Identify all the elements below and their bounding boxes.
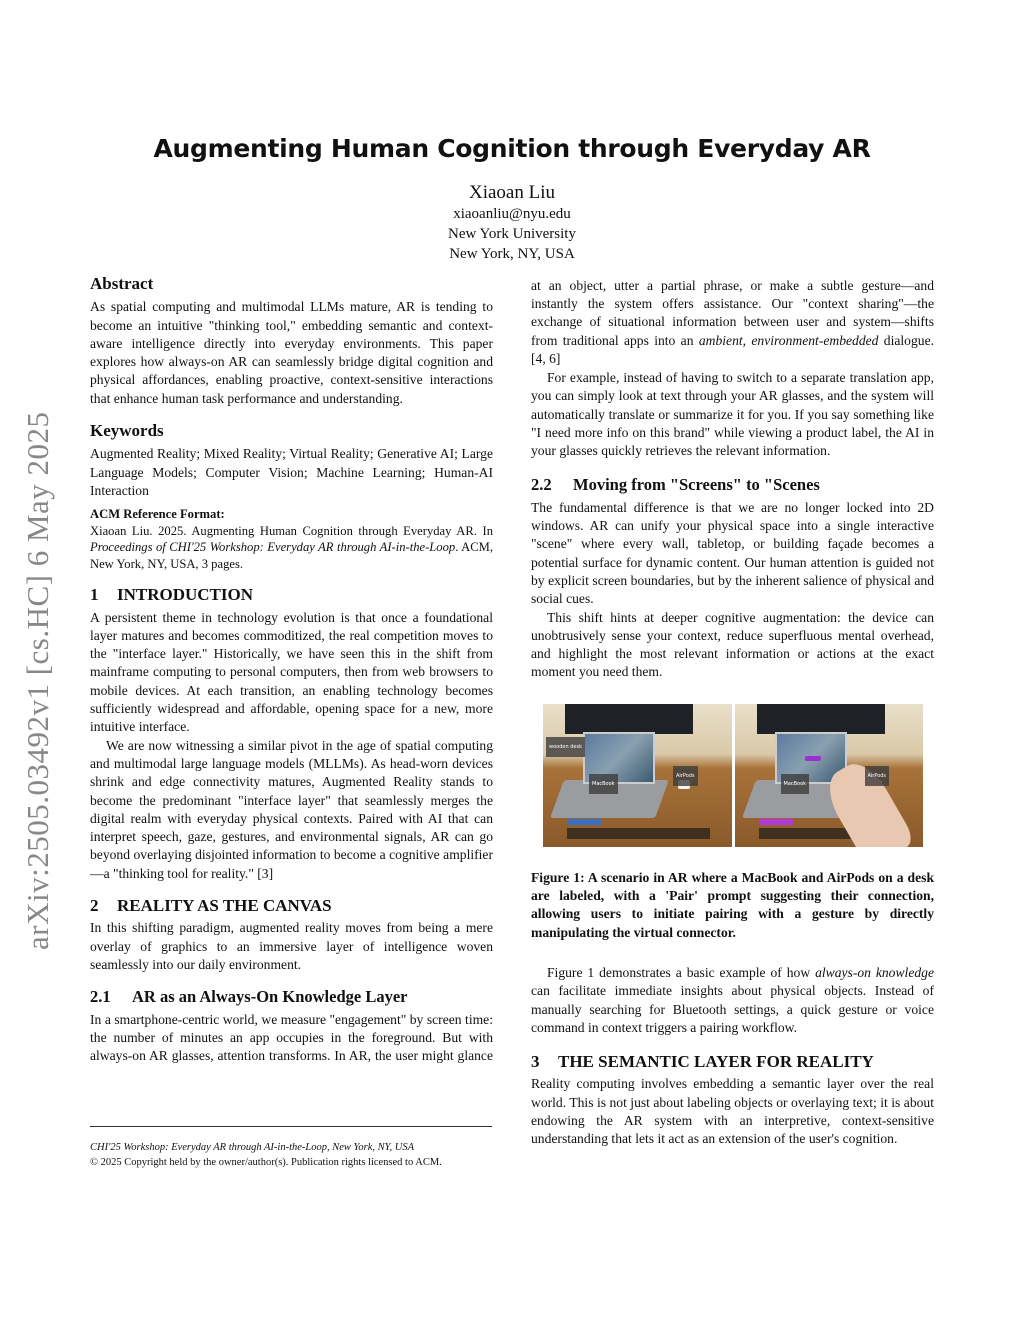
label-wooden-desk: wooden desk [546, 737, 585, 757]
label-airpods: AirPods [673, 766, 698, 786]
author-email: xiaoanliu@nyu.edu [453, 206, 571, 222]
figure-panel-before [543, 704, 732, 847]
acm-reference [90, 506, 493, 572]
author-name: Xiaoan Liu [468, 182, 555, 203]
figure-1-image [543, 704, 923, 847]
paragraph: We are now witnessing a similar pivot in the age of spatial computing and multimodal large language models (MLLMs). As head-worn devices shrink and edge connectivity matures, Augmented Reality stands to become the predominant "interface layer" that seamlessly merges the digital realm with everyday physical contexts. Paired with AI that can interpret speech, gaze, gestures, and environmental signals, AR can go beyond overlaying disjointed information to become a cognitive amplifier—a "thinking tool for reality." [3] [90, 737, 493, 881]
subsection-heading: 2.1 AR as an Always-On Knowledge Layer [90, 987, 408, 1007]
paragraph: This shift hints at deeper cognitive augmentation: the device can unobtrusively sense your context, reduce superfluous mental overhead, and highlight the most relevant information or actions at the exact moment you need them. [531, 609, 934, 680]
paper-title: Augmenting Human Cognition through Everyday AR [153, 134, 871, 163]
paragraph: For example, instead of having to switch to a separate translation app, you can simply look at text through your AR glasses, and the system will automatically translate or summarize it for you. If you say something like "I need more info on this brand" while viewing a product label, the AI in your glasses quickly retrieves the relevant information. [531, 370, 934, 459]
section-heading: 1 INTRODUCTION [90, 585, 254, 605]
figure-1-caption: Figure 1: A scenario in AR where a MacBook and AirPods on a desk are labeled, with a 'Pair' prompt suggesting their connection, allowing users to initiate pairing with a gesture by directly manipulating the virtual connector. [531, 869, 934, 940]
subsection-heading: 2.2 Moving from "Screens" to "Scenes [531, 475, 820, 495]
arxiv-identifier: arXiv:2505.03492v1 [cs.HC] 6 May 2025 [20, 411, 55, 950]
footer-copyright: © 2025 Copyright held by the owner/author(s). Publication rights licensed to ACM. [90, 1156, 442, 1168]
label-airpods: AirPods [865, 766, 890, 786]
label-macbook: MacBook [781, 774, 810, 794]
page-footer [90, 1126, 492, 1170]
keywords-text: Augmented Reality; Mixed Reality; Virtual Reality; Generative AI; Large Language Models; Computer Vision; Machine Learning; Human-AI Interaction [90, 446, 493, 498]
left-column [90, 275, 493, 1066]
paragraph: The fundamental difference is that we are no longer locked into 2D windows. AR can unify your physical space into a single interactive "scene" where every wall, tabletop, or building façade becomes a potential surface for dynamic content. Our human attention is guided not by explicit screen boundaries, but by the inherent salience of physical and social cues. [531, 499, 934, 607]
keywords-heading: Keywords [90, 421, 164, 441]
author-location: New York, NY, USA [449, 246, 575, 262]
acm-reference-venue: Proceedings of CHI'25 Workshop: Everyday AR through AI-in-the-Loop [90, 540, 456, 555]
section-heading: 3 THE SEMANTIC LAYER FOR REALITY [531, 1052, 874, 1072]
figure-panel-after [735, 704, 924, 847]
abstract-text: As spatial computing and multimodal LLMs mature, AR is tending to become an intuitive "thinking tool," embedding semantic and context-aware intelligence directly into everyday environments. This paper explores how always-on AR can seamlessly bridge digital cognition and physical affordances, enabling proactive, context-sensitive interactions that enhance human task performance and understanding. [90, 299, 493, 406]
section-heading: 2 REALITY AS THE CANVAS [90, 896, 332, 916]
abstract-heading: Abstract [90, 274, 154, 293]
paragraph: Figure 1 demonstrates a basic example of how always-on knowledge can facilitate immediate insights about physical objects. Instead of manually searching for Bluetooth settings, a quick gesture or voice command in context triggers a pairing workflow. [531, 964, 934, 1035]
footer-venue: CHI'25 Workshop: Everyday AR through AI-in-the-Loop, New York, NY, USA [90, 1142, 415, 1153]
paragraph: In a smartphone-centric world, we measure "engagement" by screen time: the number of minutes an app occupies in the foreground. But with always-on AR glasses, attention transforms. In AR, the user might glance [90, 1011, 493, 1064]
acm-reference-heading: ACM Reference Format: [90, 507, 225, 522]
paragraph-continued: at an object, utter a partial phrase, or make a subtle gesture—and instantly the system offers assistance. Our "context sharing"—the exchange of situational information between user and system—shifts from traditional apps into an ambient, environment-embedded dialogue. [4, 6] [531, 277, 934, 367]
paragraph: Reality computing involves embedding a semantic layer over the real world. This is not just about labeling objects or overlaying text; it is about endowing the AR system with an interpretive, context-sensitive understanding that lets it act as an extension of the user's cognition. [531, 1076, 934, 1147]
paragraph: A persistent theme in technology evolution is that once a foundational layer matures and becomes commoditized, the real competition moves to the "interface layer." Historically, we have seen this in the shift from mainframe computing to personal computers, then from web browsers to mobile devices. At each transition, an enabling technology becomes sufficiently widespread and affordable, opening space for a new, more intuitive interface. [90, 609, 493, 735]
acm-reference-text: Xiaoan Liu. 2025. Augmenting Human Cognition through Everyday AR. In [90, 523, 493, 538]
paragraph: In this shifting paradigm, augmented reality moves from being a mere overlay of graphics to an immersive layer of intelligence woven seamlessly into our daily environment. [90, 920, 493, 972]
label-macbook: MacBook [589, 774, 618, 794]
author-affiliation: New York University [448, 226, 576, 242]
right-column [531, 277, 934, 1149]
acm-reference-text-end: . ACM, New York, NY, USA, 3 pages. [90, 540, 493, 571]
